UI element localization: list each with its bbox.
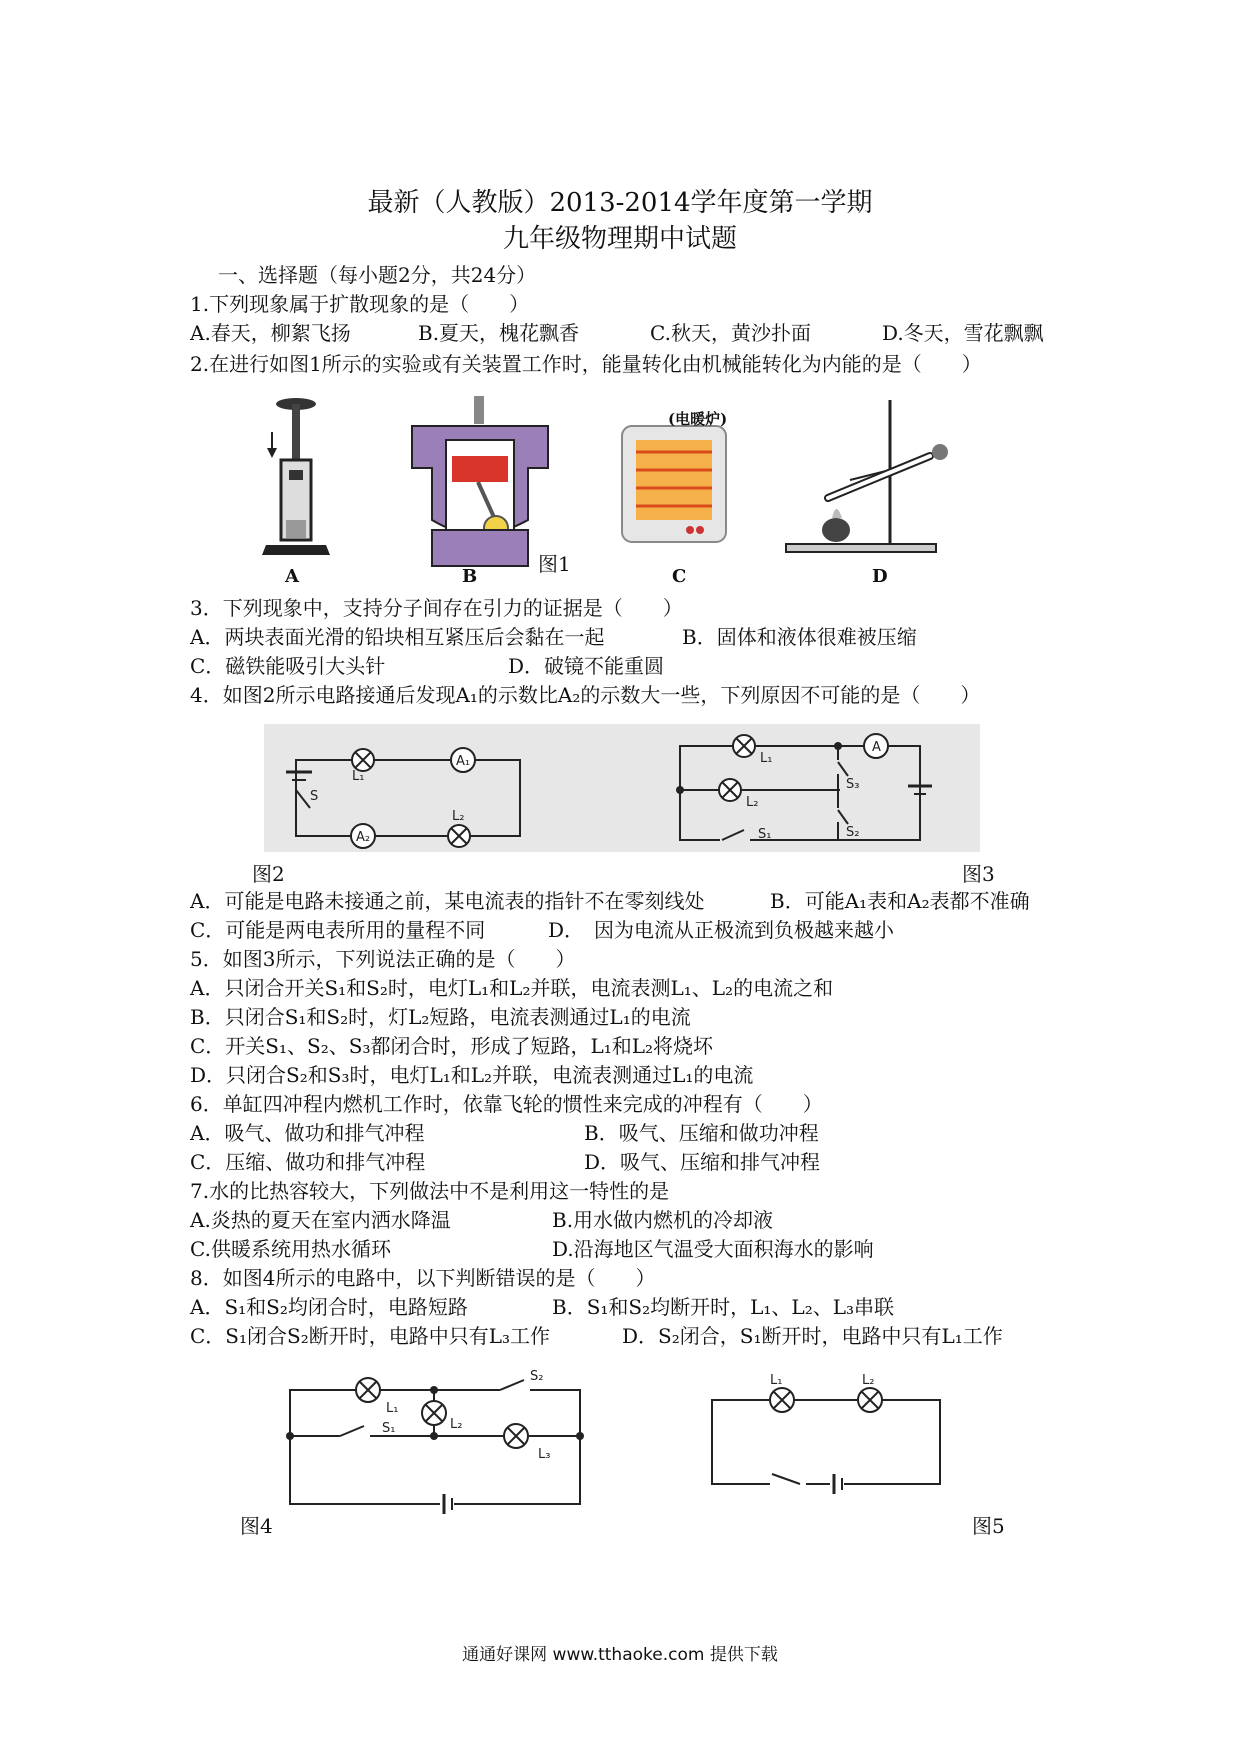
q6-option-c: C．压缩、做功和排气冲程 xyxy=(190,1150,426,1174)
q5-option-b: B．只闭合S₁和S₂时，灯L₂短路，电流表测通过L₁的电流 xyxy=(190,1005,691,1029)
fig1-label-a: A xyxy=(285,566,299,587)
fig5-label-l2: L₂ xyxy=(862,1373,875,1388)
fig5-circuit-diagram xyxy=(712,1388,940,1494)
fig1-label-b: B xyxy=(462,566,478,587)
q7-option-a: A.炎热的夏天在室内洒水降温 xyxy=(190,1208,451,1232)
q6-option-b: B．吸气、压缩和做功冲程 xyxy=(584,1121,819,1145)
fig1-b-engine-cylinder-icon xyxy=(412,396,548,566)
fig1-a-compression-syringe-icon xyxy=(262,398,330,555)
q5-option-d: D．只闭合S₂和S₃时，电灯L₁和L₂并联，电流表测通过L₁的电流 xyxy=(190,1063,754,1087)
fig4-label-l2: L₂ xyxy=(450,1417,463,1432)
q6-stem: 6．单缸四冲程内燃机工作时，依靠飞轮的惯性来完成的冲程有（ ） xyxy=(190,1092,823,1116)
q6-option-d: D．吸气、压缩和排气冲程 xyxy=(584,1150,821,1174)
q7-option-c: C.供暖系统用热水循环 xyxy=(190,1237,391,1261)
q3-option-b: B．固体和液体很难被压缩 xyxy=(682,625,917,649)
q4-option-b: B．可能A₁表和A₂表都不准确 xyxy=(770,889,1030,913)
fig3-caption: 图3 xyxy=(962,862,995,886)
fig4-label-l3: L₃ xyxy=(538,1447,551,1462)
q7-option-b: B.用水做内燃机的冷却液 xyxy=(552,1208,774,1232)
fig4-caption: 图4 xyxy=(240,1514,273,1538)
fig1-caption: 图1 xyxy=(538,552,571,576)
fig2-label-l1: L₁ xyxy=(352,769,365,784)
q1-option-d: D.冬天，雪花飘飘 xyxy=(882,321,1044,345)
q7-option-d: D.沿海地区气温受大面积海水的影响 xyxy=(552,1237,874,1261)
q5-stem: 5．如图3所示，下列说法正确的是（ ） xyxy=(190,947,576,971)
section-heading: 一、选择题（每小题2分，共24分） xyxy=(218,263,537,287)
fig2-label-s: S xyxy=(310,789,319,804)
q7-stem: 7.水的比热容较大，下列做法中不是利用这一特性的是 xyxy=(190,1179,670,1203)
q8-option-c: C．S₁闭合S₂断开时，电路中只有L₃工作 xyxy=(190,1324,551,1348)
fig3-label-s1: S₁ xyxy=(758,827,772,842)
q3-option-a: A．两块表面光滑的铅块相互紧压后会黏在一起 xyxy=(190,625,605,649)
fig4-label-s2: S₂ xyxy=(530,1369,544,1384)
q4-option-d: D． 因为电流从正极流到负极越来越小 xyxy=(548,918,895,942)
fig4-label-s1: S₁ xyxy=(382,1421,396,1436)
fig3-label-a: A xyxy=(872,740,881,755)
exam-title-line2: 九年级物理期中试题 xyxy=(502,224,737,254)
q8-option-b: B．S₁和S₂均断开时，L₁、L₂、L₃串联 xyxy=(552,1295,895,1319)
q4-stem: 4．如图2所示电路接通后发现A₁的示数比A₂的示数大一些，下列原因不可能的是（ ） xyxy=(190,683,981,707)
fig2-label-l2: L₂ xyxy=(452,809,465,824)
q1-stem: 1.下列现象属于扩散现象的是（ ） xyxy=(190,292,530,316)
exam-title-line1: 最新（人教版）2013-2014学年度第一学期 xyxy=(367,188,873,218)
q3-stem: 3．下列现象中，支持分子间存在引力的证据是（ ） xyxy=(190,596,683,620)
q2-stem: 2.在进行如图1所示的实验或有关装置工作时，能量转化由机械能转化为内能的是（ ） xyxy=(190,352,982,376)
q4-option-a: A．可能是电路未接通之前，某电流表的指针不在零刻线处 xyxy=(190,889,705,913)
fig5-caption: 图5 xyxy=(972,1514,1005,1538)
q1-option-a: A.春天，柳絮飞扬 xyxy=(190,321,351,345)
q3-option-d: D．破镜不能重圆 xyxy=(508,654,665,678)
fig2-label-a2: A₂ xyxy=(356,830,371,845)
q8-stem: 8．如图4所示的电路中，以下判断错误的是（ ） xyxy=(190,1266,656,1290)
heater-label: (电暖炉) xyxy=(668,410,728,428)
fig2-caption: 图2 xyxy=(252,862,285,886)
q4-option-c: C．可能是两电表所用的量程不同 xyxy=(190,918,486,942)
fig3-label-s2: S₂ xyxy=(846,825,860,840)
fig1-label-c: C xyxy=(672,566,687,587)
fig3-label-l1: L₁ xyxy=(760,751,773,766)
fig2-label-a1: A₁ xyxy=(456,754,471,769)
q6-option-a: A．吸气、做功和排气冲程 xyxy=(190,1121,425,1145)
fig1-c-electric-heater-icon xyxy=(622,426,726,542)
fig1-label-d: D xyxy=(872,566,888,587)
fig3-label-s3: S₃ xyxy=(846,777,860,792)
q5-option-c: C．开关S₁、S₂、S₃都闭合时，形成了短路，L₁和L₂将烧坏 xyxy=(190,1034,714,1058)
fig1-d-test-tube-stand-icon xyxy=(786,400,948,552)
q5-option-a: A．只闭合开关S₁和S₂时，电灯L₁和L₂并联，电流表测L₁、L₂的电流之和 xyxy=(190,976,834,1000)
fig3-label-l2: L₂ xyxy=(746,795,759,810)
q8-option-d: D．S₂闭合，S₁断开时，电路中只有L₁工作 xyxy=(622,1324,1003,1348)
q3-option-c: C．磁铁能吸引大头针 xyxy=(190,654,386,678)
q8-option-a: A．S₁和S₂均闭合时，电路短路 xyxy=(190,1295,468,1319)
q1-option-b: B.夏天，槐花飘香 xyxy=(418,321,580,345)
fig4-circuit-diagram xyxy=(286,1378,584,1514)
fig4-label-l1: L₁ xyxy=(386,1401,399,1416)
footer-source: 通通好课网 www.tthaoke.com 提供下载 xyxy=(462,1645,778,1665)
fig5-label-l1: L₁ xyxy=(770,1373,783,1388)
q1-option-c: C.秋天，黄沙扑面 xyxy=(650,321,811,345)
